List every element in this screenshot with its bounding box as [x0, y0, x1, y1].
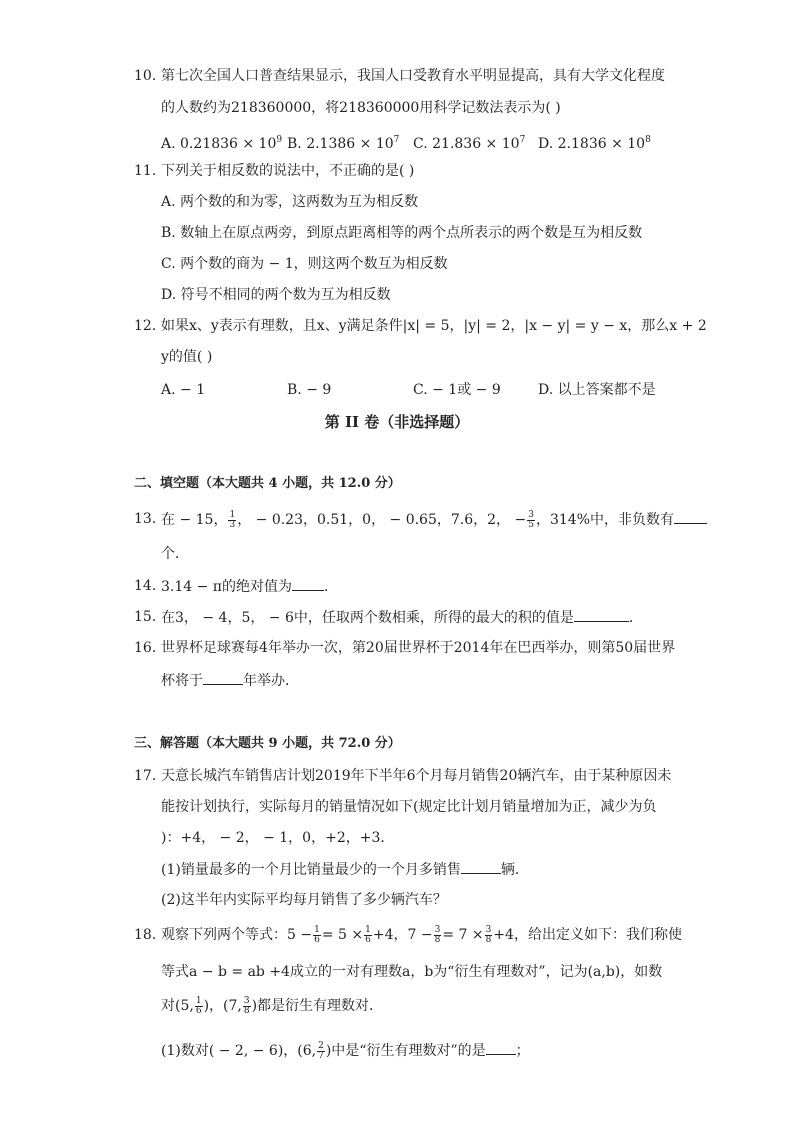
fraction: $\frac{1}{6}$ [195, 995, 202, 1016]
fraction: $\frac{1}{6}$ [314, 924, 320, 945]
answer-blank[interactable] [461, 859, 501, 874]
fraction: $\frac{3}{5}$ [528, 509, 534, 530]
option-b: B. $2.1386 \times 10^7$ [287, 135, 400, 152]
answer-blank[interactable] [574, 607, 629, 622]
option-d: D. $2.1836 \times 10^8$ [538, 135, 651, 152]
question-number: 16. [134, 640, 157, 656]
option-d: D. 以上答案都不是 [538, 382, 656, 398]
question-text: 的人数约为218360000，将218360000用科学记数法表示为( ) [161, 100, 561, 116]
question-number: 15. [134, 609, 157, 625]
option-a: A. $0.21836 \times 10^9$ [161, 135, 283, 152]
section-heading: 三、解答题（本大题共 9 小题，共 72.0 分） [134, 736, 401, 751]
question-number: 10. [134, 68, 157, 84]
answer-blank[interactable] [674, 509, 707, 524]
question-number: 13. [134, 511, 157, 527]
option-c: C. $21.836 \times 10^7$ [413, 135, 526, 152]
fraction: $\frac{1}{3}$ [229, 509, 236, 530]
question-number: 12. [134, 318, 157, 334]
fraction: $\frac{3}{8}$ [485, 924, 492, 945]
fraction: $\frac{2}{7}$ [318, 1040, 324, 1061]
answer-blank[interactable] [486, 1040, 516, 1055]
question-number: 18. [134, 927, 157, 943]
question-number: 14. [134, 578, 157, 594]
part-title: 第 II 卷（非选择题） [324, 413, 470, 431]
question-number: 17. [134, 768, 157, 784]
fraction: $\frac{1}{6}$ [365, 924, 371, 945]
answer-blank[interactable] [292, 576, 324, 591]
section-heading: 二、填空题（本大题共 4 小题，共 12.0 分） [134, 476, 401, 491]
fraction: $\frac{3}{8}$ [243, 995, 250, 1016]
option-a: A. − 1 [161, 382, 206, 398]
answer-blank[interactable] [203, 670, 243, 685]
question-text: 第七次全国人口普查结果显示，我国人口受教育水平明显提高，具有大学文化程度 [161, 68, 665, 84]
question-text: 如果x、y表示有理数，且x、y满足条件|x| = 5，|y| = 2，|x − y| = y − x，那么x + 2 [161, 318, 707, 334]
option-c: C. − 1或 − 9 [413, 382, 501, 398]
option-b: B. − 9 [287, 382, 332, 398]
fraction: $\frac{3}{8}$ [434, 924, 441, 945]
question-text: 下列关于相反数的说法中，不正确的是( ) [161, 163, 415, 179]
question-number: 11. [134, 163, 157, 179]
